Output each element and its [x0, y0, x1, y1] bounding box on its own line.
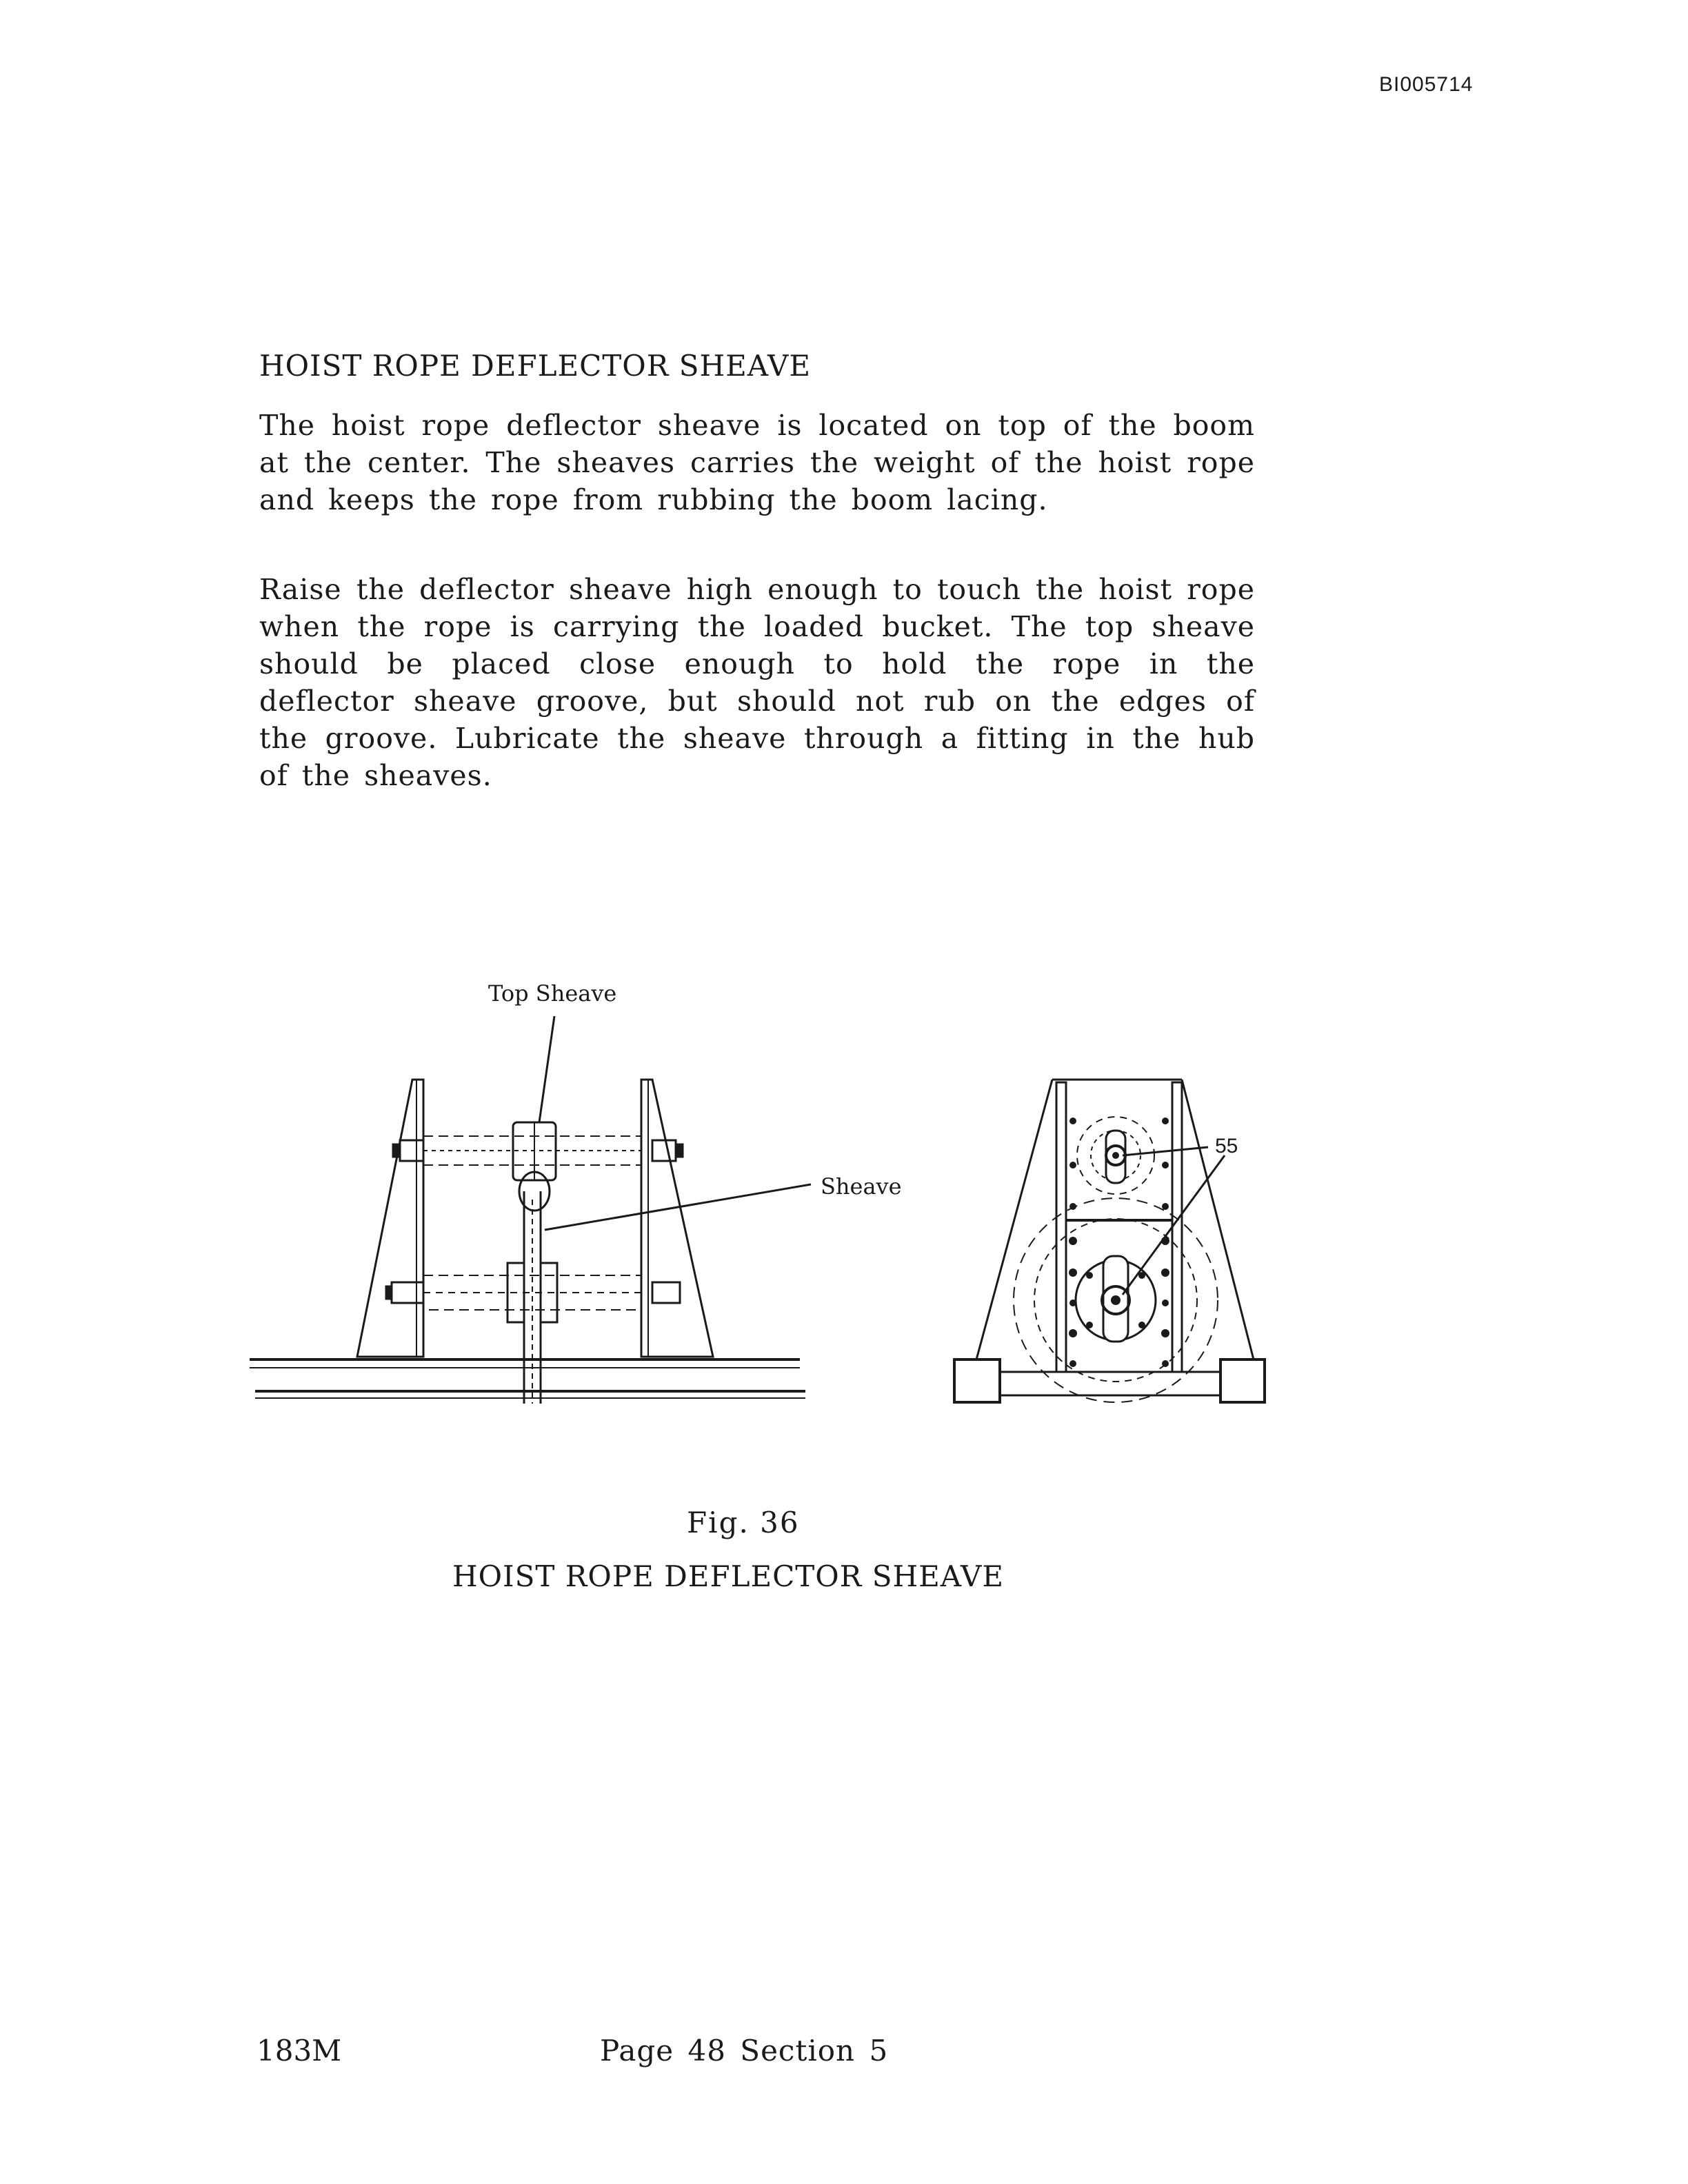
label-sheave: Sheave — [821, 1173, 902, 1200]
end-view-drawing — [954, 1080, 1265, 1402]
document-id: BI005714 — [1379, 73, 1474, 96]
callout-55: 55 — [1215, 1135, 1238, 1157]
footer-model: 183M — [257, 2034, 342, 2067]
footer-page-section: Page 48 Section 5 — [600, 2034, 889, 2067]
label-top-sheave: Top Sheave — [488, 980, 617, 1007]
paragraph-adjustment: Raise the deflector sheave high enough to touch the hoist rope when the rope is carrying the loaded bucket. The top sheave should be placed close enough to hold the rope in the deflector sheave groove, but should not rub on the edges of the groove. Lubricate the sheave through a fitting in the hub of the sheaves. — [259, 573, 1255, 792]
side-view-drawing — [250, 1016, 811, 1404]
figure-caption: HOIST ROPE DEFLECTOR SHEAVE — [452, 1559, 1004, 1593]
section-heading: HOIST ROPE DEFLECTOR SHEAVE — [259, 349, 811, 383]
paragraph-location: The hoist rope deflector sheave is located on top of the boom at the center. The sheaves carries the weight of the hoist rope and keeps the rope from rubbing the boom lacing. — [259, 409, 1255, 516]
figure-number: Fig. 36 — [687, 1506, 800, 1539]
